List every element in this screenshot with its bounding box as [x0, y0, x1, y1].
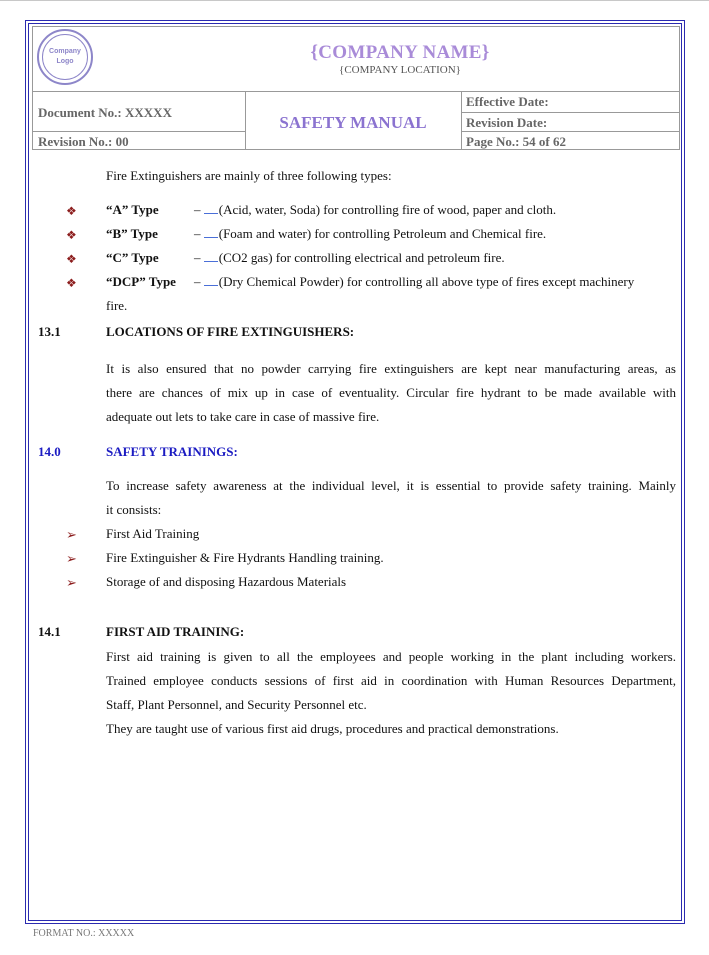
- company-location: {COMPANY LOCATION}: [339, 64, 461, 76]
- intro-text: Fire Extinguishers are mainly of three following types:: [106, 168, 392, 183]
- top-divider: [0, 0, 709, 1]
- type-desc: – (Foam and water) for controlling Petroleum and Chemical fire.: [194, 226, 547, 241]
- section-heading: SAFETY TRAININGS:: [106, 444, 238, 459]
- list-item: First Aid Training: [106, 526, 200, 541]
- header-divider: [32, 131, 245, 132]
- type-desc: – (Acid, water, Soda) for controlling fire of wood, paper and cloth.: [194, 202, 557, 217]
- type-label: “C” Type: [106, 250, 159, 265]
- type-desc: – (CO2 gas) for controlling electrical and petroleum fire.: [194, 250, 505, 265]
- diamond-bullet-icon: ❖: [66, 252, 77, 266]
- header-divider: [461, 112, 680, 113]
- paragraph-line: Trained employee conducts sessions of first aid in coordination with Human Resources Department,: [106, 673, 676, 688]
- effective-date: Effective Date:: [466, 94, 549, 109]
- logo-text: Company Logo: [49, 48, 81, 65]
- manual-title: SAFETY MANUAL: [279, 113, 427, 132]
- company-name: {COMPANY NAME}: [310, 42, 490, 63]
- document-number: Document No.: XXXXX: [38, 105, 172, 120]
- header-divider: [32, 91, 680, 92]
- header-divider: [461, 91, 462, 150]
- arrow-bullet-icon: ➢: [66, 551, 77, 566]
- type-label: “DCP” Type: [106, 274, 176, 289]
- diamond-bullet-icon: ❖: [66, 228, 77, 242]
- type-desc-continued: fire.: [106, 298, 128, 313]
- page-border-inner: [28, 23, 682, 921]
- paragraph-line: adequate out lets to take care in case of massive fire.: [106, 409, 380, 424]
- section-heading: FIRST AID TRAINING:: [106, 624, 245, 639]
- section-number: 13.1: [38, 324, 61, 339]
- list-item: Storage of and disposing Hazardous Materials: [106, 574, 347, 589]
- page-number: Page No.: 54 of 62: [466, 134, 567, 149]
- section-number: 14.1: [38, 624, 61, 639]
- type-label: “A” Type: [106, 202, 159, 217]
- company-logo: [37, 29, 93, 85]
- section-number: 14.0: [38, 444, 61, 459]
- revision-date: Revision Date:: [466, 115, 548, 130]
- header-divider: [461, 131, 680, 132]
- paragraph-line: it consists:: [106, 502, 162, 517]
- arrow-bullet-icon: ➢: [66, 527, 77, 542]
- revision-number: Revision No.: 00: [38, 134, 129, 149]
- diamond-bullet-icon: ❖: [66, 204, 77, 218]
- paragraph-line: Staff, Plant Personnel, and Security Personnel etc.: [106, 697, 367, 712]
- type-label: “B” Type: [106, 226, 158, 241]
- paragraph-line: First aid training is given to all the employees and people working in the plant including workers.: [106, 649, 676, 664]
- paragraph-line: To increase safety awareness at the individual level, it is essential to provide safety training. Mainly: [106, 478, 676, 493]
- paragraph-line: there are chances of mix up in case of eventuality. Circular fire hydrant to be made available with: [106, 385, 676, 400]
- diamond-bullet-icon: ❖: [66, 276, 77, 290]
- type-desc: – (Dry Chemical Powder) for controlling all above type of fires except machinery: [194, 274, 635, 289]
- paragraph-line: It is also ensured that no powder carrying fire extinguishers are kept near manufacturing areas, as: [106, 361, 676, 376]
- section-heading: LOCATIONS OF FIRE EXTINGUISHERS:: [106, 324, 355, 339]
- arrow-bullet-icon: ➢: [66, 575, 77, 590]
- paragraph-line: They are taught use of various first aid drugs, procedures and practical demonstrations.: [106, 721, 559, 736]
- format-number: FORMAT NO.: XXXXX: [33, 928, 135, 939]
- list-item: Fire Extinguisher & Fire Hydrants Handling training.: [106, 550, 384, 565]
